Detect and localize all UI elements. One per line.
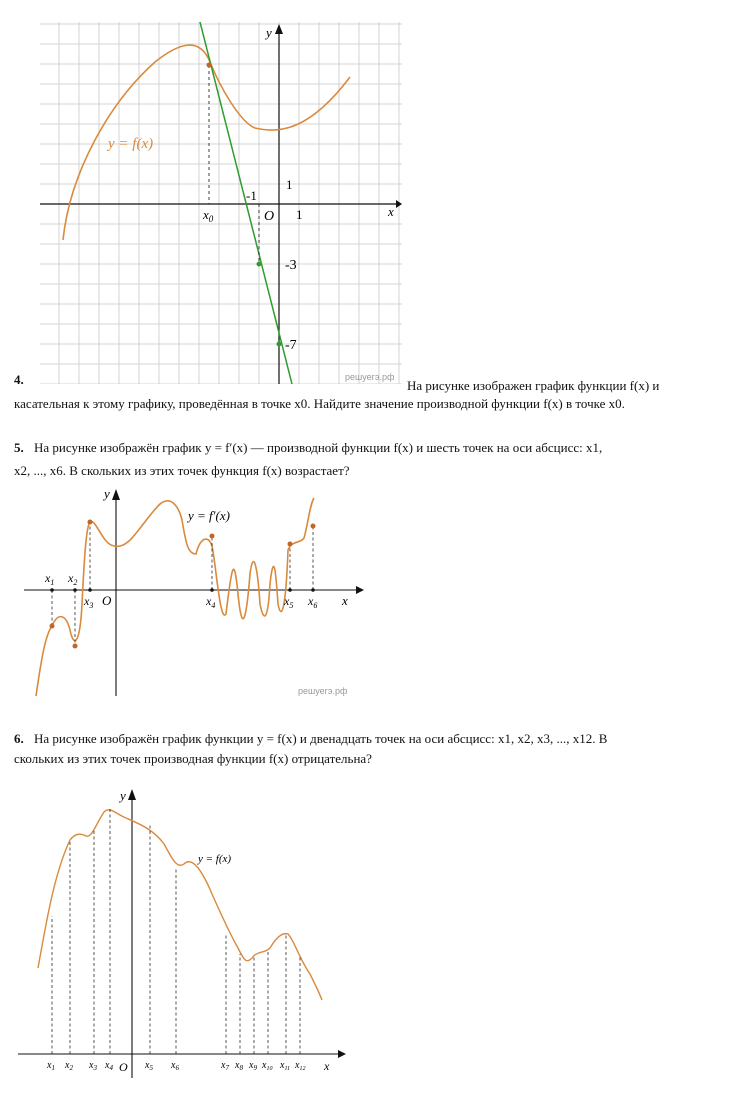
problem4-number: 4.	[14, 372, 24, 387]
problem4-text-line1: На рисунке изображен график функции f(x) и	[407, 378, 660, 393]
origin-label: O	[102, 593, 112, 608]
function-curve	[38, 810, 322, 1000]
label-x11: $x_{11}$	[280, 1060, 291, 1072]
x-axis-label: x	[388, 204, 394, 219]
point-markers	[50, 520, 316, 649]
problem5-text-line2: x2, ..., x6. В скольких из этих точек функция f(x) возрастает?	[14, 463, 350, 478]
label-x7: $x_7$	[221, 1060, 229, 1072]
problem6-text-line2: скольких из этих точек производная функции f(x) отрицательна?	[14, 751, 372, 766]
tick-minus3: -3	[285, 258, 297, 273]
x-axis-label: x	[324, 1059, 330, 1073]
label-x6: $x_6$	[308, 594, 318, 610]
x-axis-arrow-icon	[356, 586, 364, 594]
curve-label: y = f(x)	[198, 853, 232, 865]
watermark: решуегэ.рф	[345, 372, 395, 382]
tick-x1: 1	[296, 207, 303, 222]
y-axis-arrow-icon	[128, 789, 136, 800]
problem6-number: 6.	[14, 731, 24, 746]
watermark: решуегэ.рф	[298, 686, 348, 696]
y-axis-label: y	[120, 788, 126, 803]
label-x2: $x_2$	[68, 571, 78, 587]
problem5-number: 5.	[14, 440, 24, 455]
y-axis-label: y	[266, 25, 272, 40]
label-x1: $x_1$	[47, 1060, 55, 1072]
grid	[40, 22, 402, 384]
tangent-point-minus7	[277, 342, 282, 347]
tangent-point-minus3	[257, 262, 262, 267]
y-axis-arrow-icon	[275, 24, 283, 34]
tangent-line	[200, 22, 292, 384]
origin-label: O	[119, 1060, 128, 1074]
label-x8: $x_8$	[235, 1060, 243, 1072]
y-axis-arrow-icon	[112, 489, 120, 500]
point-dashes	[52, 808, 300, 1054]
problem5-graph	[20, 484, 366, 700]
label-x4: $x_4$	[105, 1060, 113, 1072]
label-x5: $x_5$	[284, 594, 294, 610]
problem4-text-line2: касательная к этому графику, проведённая в точке x0. Найдите значение производной функции f(x) в точке x0.	[14, 396, 625, 411]
tick-minus1: -1	[246, 188, 257, 203]
point-labels	[46, 1060, 305, 1072]
label-x10: $x_{10}$	[262, 1060, 273, 1072]
label-x2: $x_2$	[65, 1060, 73, 1072]
label-x4: $x_4$	[206, 594, 216, 610]
problem6-graph	[16, 784, 346, 1080]
label-x3: $x_3$	[89, 1060, 97, 1072]
problem5-text-line1: На рисунке изображён график y = f′(x) — производной функции f(x) и шесть точек на оси абсцисс: x1,	[34, 440, 603, 455]
curve-label: y = f(x)	[108, 136, 154, 152]
y-axis-label: y	[104, 486, 110, 501]
origin-label: O	[264, 209, 275, 224]
curve-label: y = f′(x)	[188, 508, 230, 523]
problem4-graph	[40, 22, 402, 384]
label-x3: $x_3$	[84, 594, 94, 610]
tick-minus7: -7	[285, 338, 297, 353]
tick-y1: 1	[286, 177, 293, 192]
x0-label: $x_0$	[203, 207, 214, 224]
label-x9: $x_9$	[249, 1060, 257, 1072]
label-x6: $x_6$	[171, 1060, 179, 1072]
derivative-curve	[36, 498, 314, 696]
label-x12: $x_{12}$	[295, 1060, 306, 1072]
tangency-point	[207, 63, 212, 68]
x-axis-arrow-icon	[338, 1050, 346, 1058]
label-x1: $x_1$	[45, 571, 55, 587]
problem6-text-line1: На рисунке изображён график функции y = f(x) и двенадцать точек на оси абсцисс: x1, x2, x3, ..., x12. В	[34, 731, 608, 746]
x-axis-label: x	[342, 593, 348, 608]
label-x5: $x_5$	[145, 1060, 153, 1072]
point-dashes	[52, 522, 313, 646]
